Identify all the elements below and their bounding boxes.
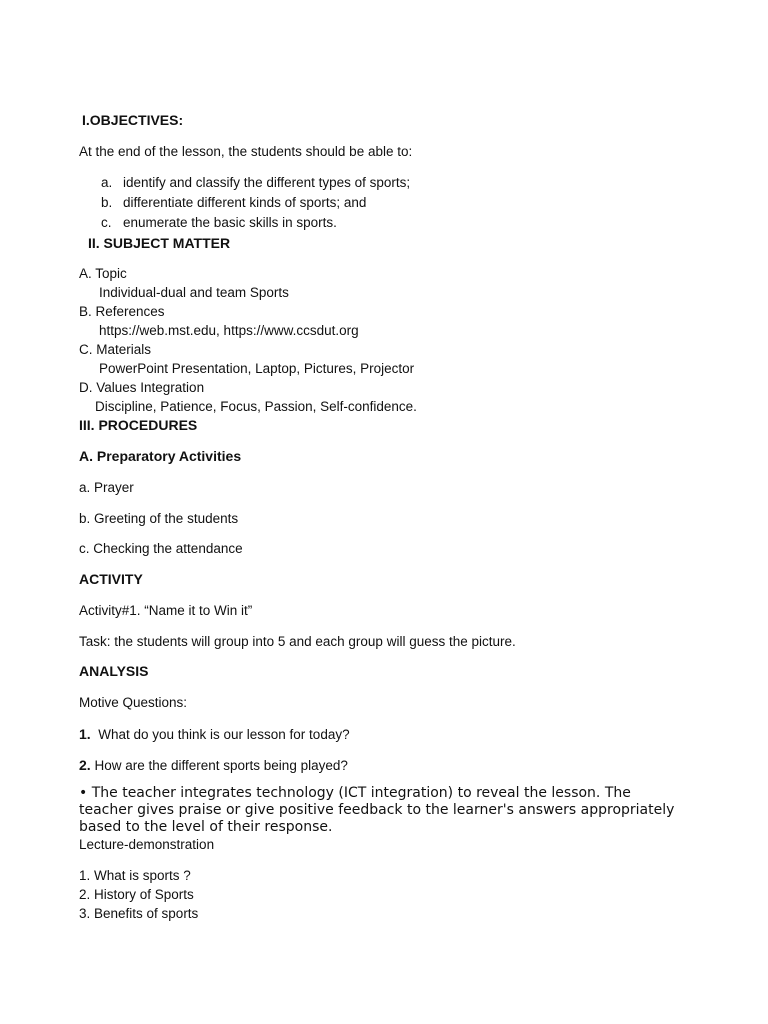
list-marker: a.: [101, 175, 113, 190]
lecture-topic: 3. Benefits of sports: [79, 906, 199, 921]
attendance-item: c. Checking the attendance: [79, 541, 243, 556]
references-label: B. References: [79, 304, 165, 319]
objective-item: [79, 194, 366, 212]
topic-label: A. Topic: [79, 266, 127, 281]
lecture-topic: 2. History of Sports: [79, 887, 194, 902]
question-number: 1.: [79, 726, 91, 742]
activity-title: Activity#1. “Name it to Win it”: [79, 603, 253, 618]
materials-value: PowerPoint Presentation, Laptop, Pictures, Projector: [99, 361, 415, 376]
preparatory-heading: A. Preparatory Activities: [79, 448, 242, 464]
objective-text: enumerate the basic skills in sports.: [123, 215, 337, 230]
teacher-note: [79, 785, 679, 836]
teacher-note-text: The teacher integrates technology (ICT integration) to reveal the lesson. The teacher gives praise or give positive feedback to the learner's answers appropriately based to the level of their response.: [79, 785, 675, 835]
objective-text: differentiate different kinds of sports; and: [123, 195, 367, 210]
question-item: [79, 725, 350, 744]
list-marker: c.: [101, 215, 112, 230]
subject-matter-heading: II. SUBJECT MATTER: [88, 235, 231, 251]
prayer-item: a. Prayer: [79, 480, 134, 495]
references-value: https://web.mst.edu, https://www.ccsdut.org: [99, 323, 359, 338]
activity-task: Task: the students will group into 5 and each group will guess the picture.: [79, 634, 516, 649]
objectives-heading: I.OBJECTIVES:: [82, 112, 184, 128]
values-value: Discipline, Patience, Focus, Passion, Self-confidence.: [95, 399, 417, 414]
procedures-heading: III. PROCEDURES: [79, 417, 198, 433]
topic-value: Individual-dual and team Sports: [99, 285, 289, 300]
motive-questions: Motive Questions:: [79, 695, 188, 710]
question-text: How are the different sports being played?: [94, 758, 348, 773]
greeting-item: b. Greeting of the students: [79, 511, 239, 526]
objective-item: [79, 214, 337, 232]
list-marker: b.: [101, 195, 113, 210]
activity-heading: ACTIVITY: [79, 571, 143, 587]
analysis-heading: ANALYSIS: [79, 663, 149, 679]
question-item: [79, 756, 348, 775]
objective-text: identify and classify the different types of sports;: [123, 175, 411, 190]
lecture-demonstration: Lecture-demonstration: [79, 837, 215, 852]
values-label: D. Values Integration: [79, 380, 205, 395]
objectives-intro: At the end of the lesson, the students should be able to:: [79, 144, 413, 159]
objective-item: [79, 174, 410, 192]
bullet-icon: •: [79, 785, 88, 801]
question-number: 2.: [79, 757, 91, 773]
question-text: What do you think is our lesson for today?: [98, 727, 350, 742]
lecture-topic: 1. What is sports ?: [79, 868, 191, 883]
materials-label: C. Materials: [79, 342, 152, 357]
